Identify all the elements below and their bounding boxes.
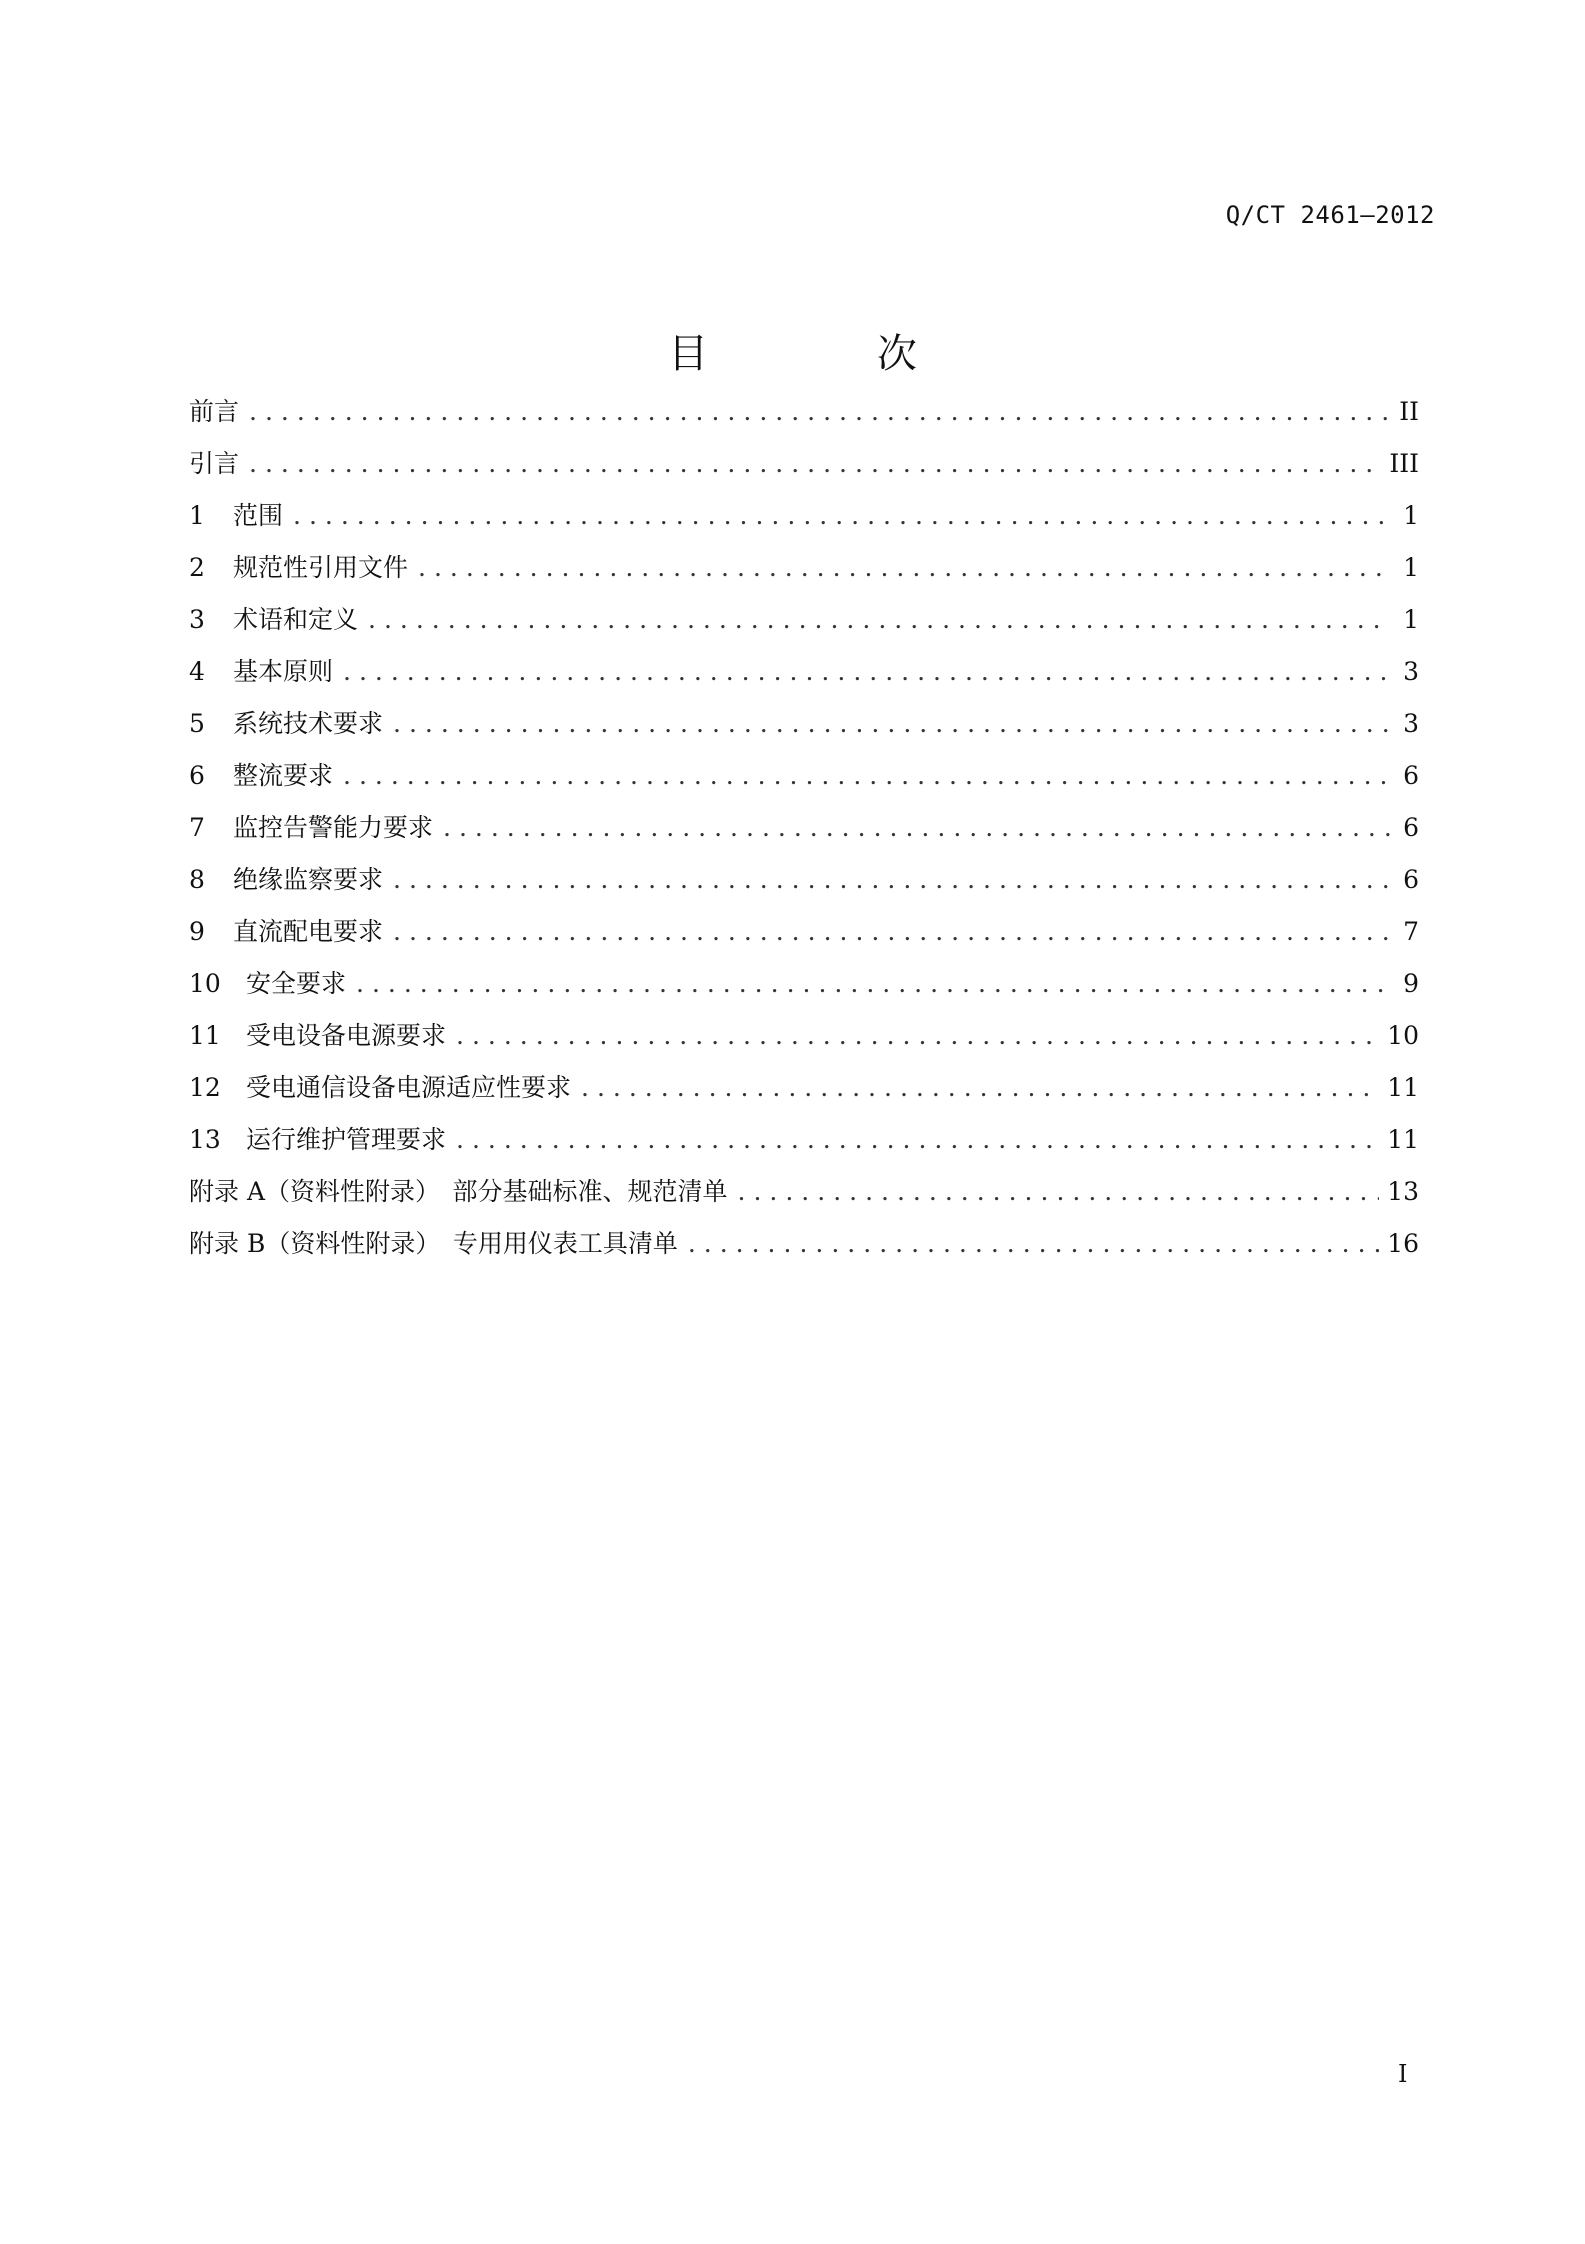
toc-leader-dots	[343, 750, 1391, 802]
toc-entry-page: 11	[1387, 1073, 1419, 1102]
toc-entry[interactable]	[189, 542, 1419, 594]
toc-leader-dots	[249, 386, 1391, 438]
toc-entry-number: 7	[189, 813, 205, 842]
toc-entry-page: 7	[1403, 917, 1419, 946]
page-number: I	[1398, 2060, 1408, 2088]
toc-entry[interactable]	[189, 750, 1419, 802]
toc-leader-dots	[393, 854, 1391, 906]
toc-entry-title: 运行维护管理要求	[246, 1125, 447, 1154]
toc-entry[interactable]	[189, 386, 1419, 438]
toc-entry-page: 3	[1403, 709, 1419, 738]
table-of-contents	[189, 386, 1419, 1270]
toc-entry-number: 10	[189, 969, 221, 998]
toc-entry-page: 16	[1387, 1229, 1419, 1258]
toc-leader-dots	[418, 542, 1391, 594]
toc-leader-dots	[343, 646, 1391, 698]
toc-leader-dots	[443, 802, 1391, 854]
toc-entry-title: 附录 A（资料性附录） 部分基础标准、规范清单	[189, 1177, 728, 1206]
toc-leader-dots	[356, 958, 1391, 1010]
toc-leader-dots	[688, 1218, 1379, 1270]
toc-entry-title: 绝缘监察要求	[233, 865, 384, 894]
toc-entry-title: 范围	[233, 501, 284, 530]
toc-leader-dots	[456, 1114, 1379, 1166]
toc-entry-title: 系统技术要求	[233, 709, 384, 738]
toc-leader-dots	[393, 698, 1391, 750]
toc-entry-number: 1	[189, 501, 205, 530]
toc-entry[interactable]	[189, 594, 1419, 646]
toc-entry-number: 11	[189, 1021, 221, 1050]
toc-entry[interactable]	[189, 906, 1419, 958]
toc-entry-title: 直流配电要求	[233, 917, 384, 946]
toc-entry-page: 6	[1403, 813, 1419, 842]
toc-entry[interactable]	[189, 1166, 1419, 1218]
toc-entry-page: 6	[1403, 761, 1419, 790]
toc-entry[interactable]	[189, 1218, 1419, 1270]
toc-entry-number: 5	[189, 709, 205, 738]
toc-entry-number: 9	[189, 917, 205, 946]
toc-entry-title: 附录 B（资料性附录） 专用用仪表工具清单	[189, 1229, 678, 1258]
toc-entry[interactable]	[189, 854, 1419, 906]
toc-entry[interactable]	[189, 1010, 1419, 1062]
document-code: Q/CT 2461—2012	[1225, 201, 1435, 229]
toc-entry[interactable]	[189, 646, 1419, 698]
toc-entry-page: 1	[1403, 605, 1419, 634]
toc-entry-number: 13	[189, 1125, 221, 1154]
toc-entry-number: 12	[189, 1073, 221, 1102]
toc-entry-title: 整流要求	[233, 761, 334, 790]
toc-entry-number: 8	[189, 865, 205, 894]
toc-entry[interactable]	[189, 438, 1419, 490]
toc-title: 目 次	[668, 331, 995, 377]
toc-leader-dots	[249, 438, 1381, 490]
toc-entry-title: 前言	[189, 397, 240, 426]
toc-leader-dots	[738, 1166, 1380, 1218]
toc-entry-page: III	[1389, 449, 1419, 478]
toc-leader-dots	[368, 594, 1391, 646]
toc-leader-dots	[293, 490, 1391, 542]
toc-entry-number: 3	[189, 605, 205, 634]
toc-entry-page: 1	[1403, 501, 1419, 530]
toc-entry[interactable]	[189, 1062, 1419, 1114]
toc-leader-dots	[456, 1010, 1379, 1062]
toc-entry-page: 3	[1403, 657, 1419, 686]
toc-entry-page: 1	[1403, 553, 1419, 582]
toc-entry[interactable]	[189, 958, 1419, 1010]
toc-entry-page: 6	[1403, 865, 1419, 894]
toc-entry[interactable]	[189, 802, 1419, 854]
toc-entry-title: 引言	[189, 449, 240, 478]
toc-entry[interactable]	[189, 698, 1419, 750]
toc-entry-title: 安全要求	[246, 969, 347, 998]
toc-entry-title: 监控告警能力要求	[233, 813, 434, 842]
toc-entry-title: 受电通信设备电源适应性要求	[246, 1073, 572, 1102]
toc-entry-title: 术语和定义	[233, 605, 359, 634]
toc-entry-title: 规范性引用文件	[233, 553, 409, 582]
toc-entry-page: II	[1399, 397, 1419, 426]
toc-entry-page: 10	[1387, 1021, 1419, 1050]
toc-entry[interactable]	[189, 490, 1419, 542]
toc-entry-page: 9	[1403, 969, 1419, 998]
toc-entry-number: 6	[189, 761, 205, 790]
toc-entry[interactable]	[189, 1114, 1419, 1166]
toc-entry-page: 13	[1387, 1177, 1419, 1206]
toc-leader-dots	[393, 906, 1391, 958]
toc-entry-title: 受电设备电源要求	[246, 1021, 447, 1050]
toc-entry-page: 11	[1387, 1125, 1419, 1154]
toc-leader-dots	[581, 1062, 1379, 1114]
toc-entry-number: 2	[189, 553, 205, 582]
toc-entry-title: 基本原则	[233, 657, 334, 686]
toc-entry-number: 4	[189, 657, 205, 686]
